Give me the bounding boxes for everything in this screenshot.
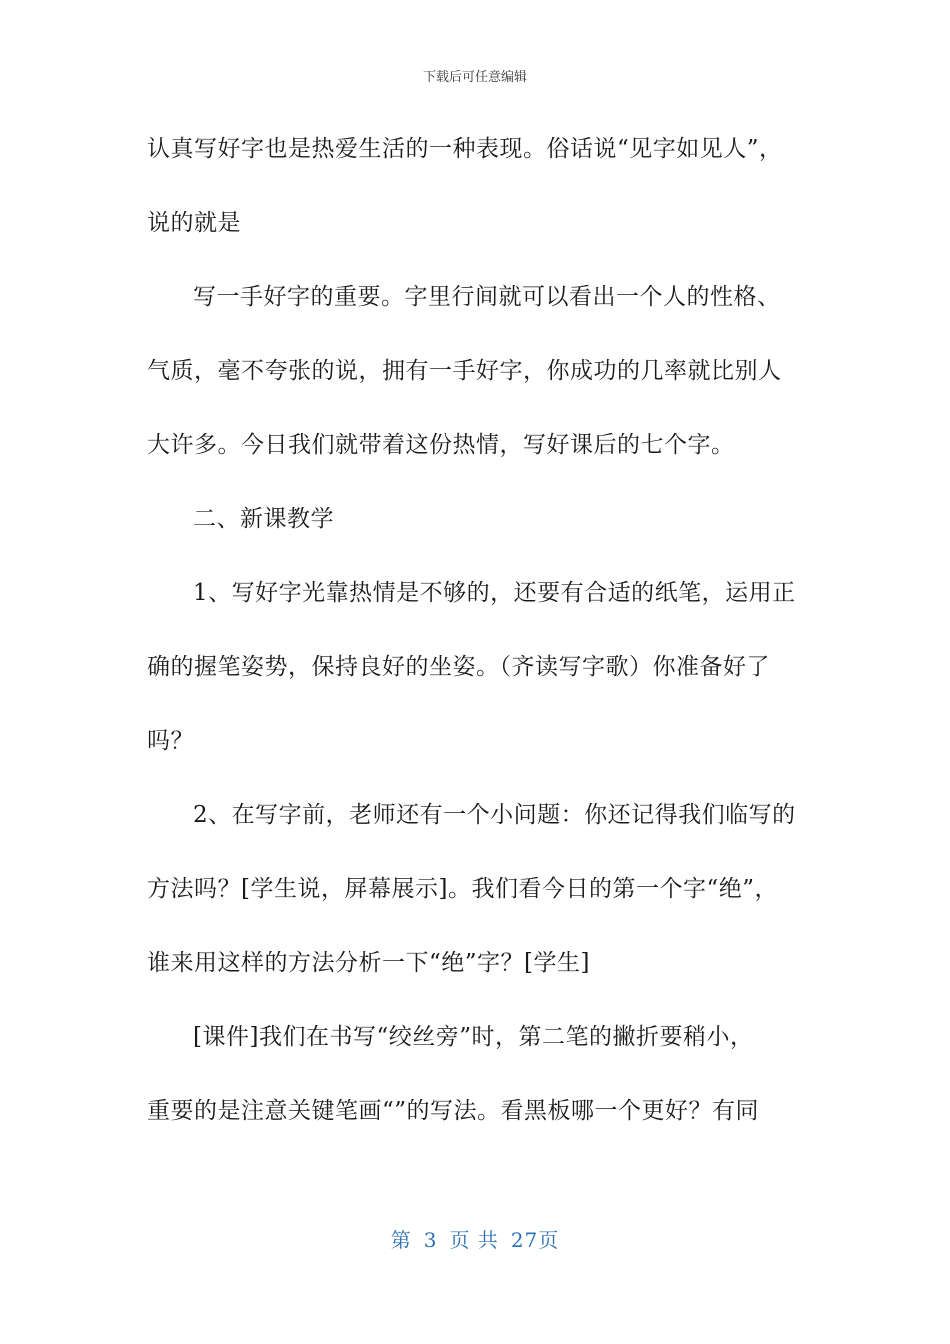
page-header: 下载后可任意编辑: [422, 70, 527, 85]
text-line: 2、在写字前，老师还有一个小问题：你还记得我们临写的: [193, 802, 796, 828]
text-line: 重要的是注意关键笔画“”的写法。看黑板哪一个更好？有同: [147, 1098, 760, 1124]
document-body: [147, 130, 817, 1166]
text-line: 1、写好字光靠热情是不够的，还要有合适的纸笔，运用正: [193, 580, 796, 606]
text-line: 写一手好字的重要。字里行间就可以看出一个人的性格、: [193, 284, 781, 310]
page-footer-middle: 页 共: [449, 1228, 499, 1252]
text-line: 确的握笔姿势，保持良好的坐姿。（齐读写字歌）你准备好了: [147, 654, 770, 680]
total-pages: 27页: [510, 1228, 560, 1252]
text-line: 谁来用这样的方法分析一下“绝”字？[学生]: [147, 950, 590, 976]
text-line: 认真写好字也是热爱生活的一种表现。俗话说“见字如见人”，: [147, 136, 783, 162]
text-line: 大许多。今日我们就带着这份热情，写好课后的七个字。: [147, 432, 735, 458]
section-heading: 二、新课教学: [193, 506, 334, 532]
current-page-number: 3: [423, 1228, 438, 1252]
text-line: 吗？: [147, 728, 194, 754]
text-line: 气质，毫不夸张的说，拥有一手好字，你成功的几率就比别人: [147, 358, 782, 384]
text-line: 说的就是: [147, 210, 241, 236]
page-footer: [0, 1224, 950, 1253]
text-line: [课件]我们在书写“绞丝旁”时，第二笔的撇折要稍小，: [193, 1024, 754, 1050]
text-line: 方法吗？[学生说，屏幕展示]。我们看今日的第一个字“绝”，: [147, 876, 778, 902]
page-footer-prefix: 第: [390, 1228, 412, 1252]
